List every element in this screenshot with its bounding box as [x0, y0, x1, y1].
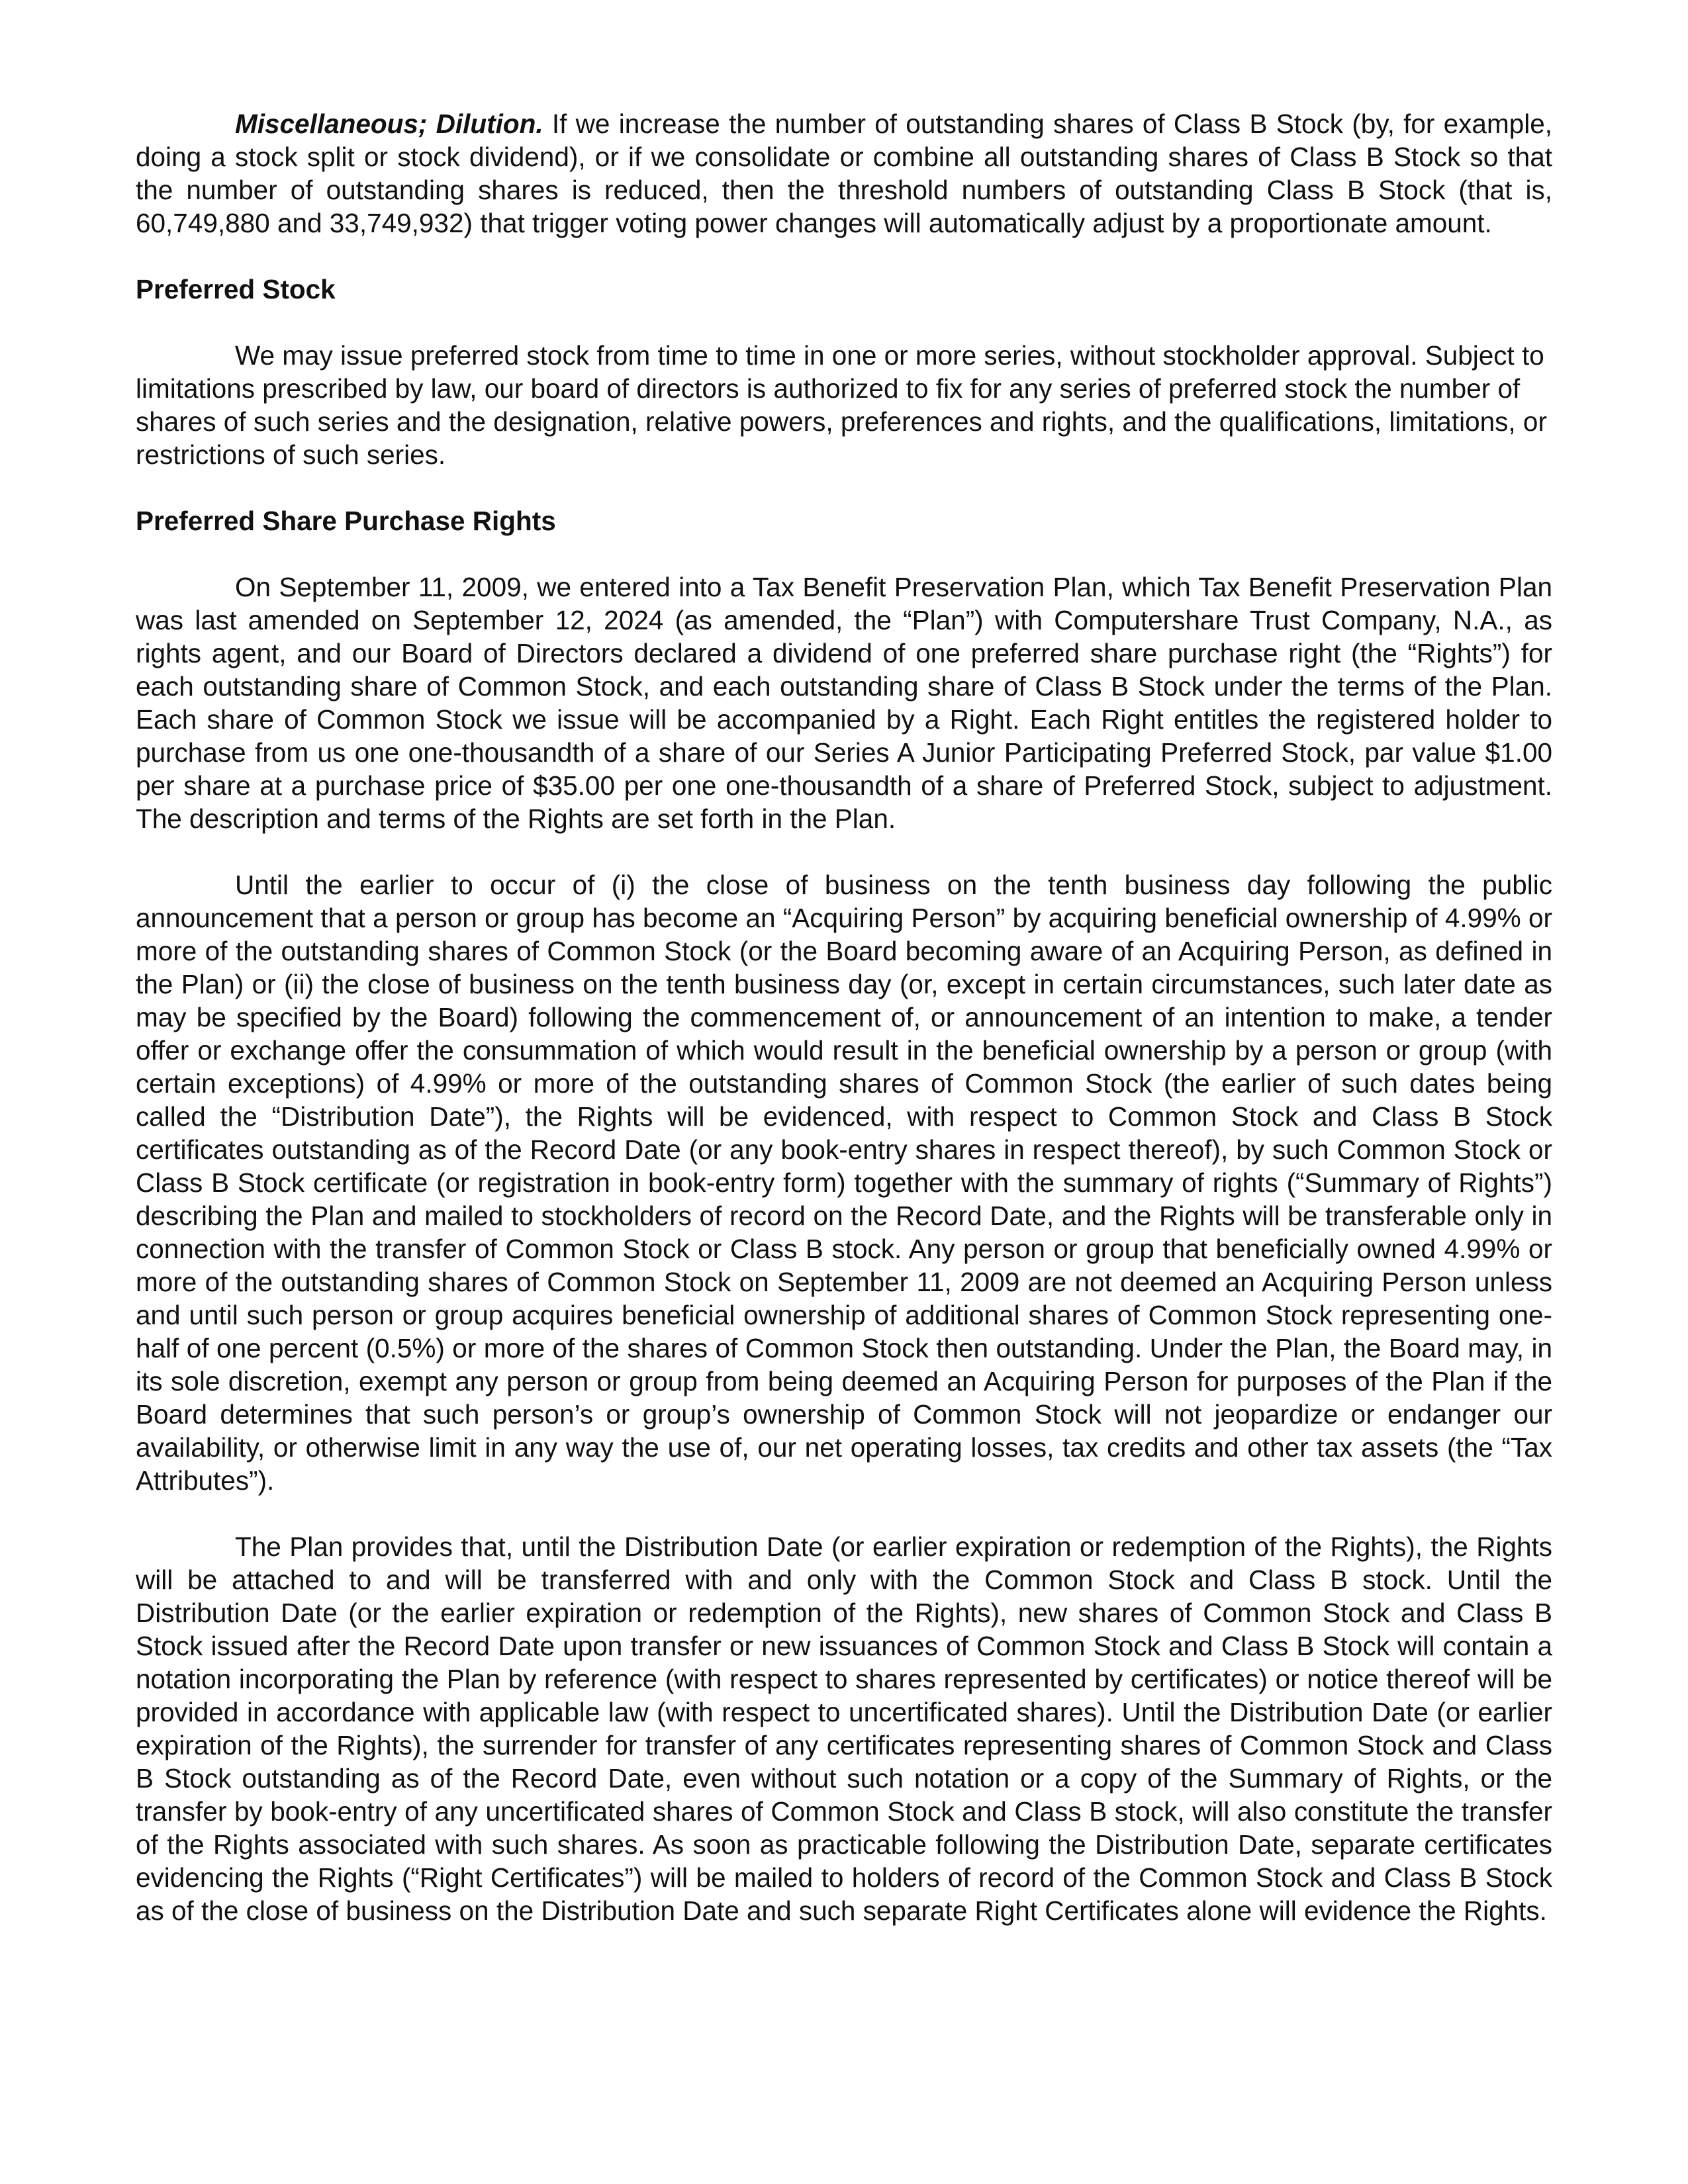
rights-paragraph-1: On September 11, 2009, we entered into a Tax Benefit Preservation Plan, which Tax Benefit Preservation Plan was last amended on September 12, 2024 (as amended, the “Plan”) with Computershare Trust Company, N.A., as rights agent, and our Board of Directors declared a dividend of one preferred share purchase right (the “Rights”) for each outstanding share of Common Stock, and each outstanding share of Class B Stock under the terms of the Plan. Each share of Common Stock we issue will be accompanied by a Right. Each Right entitles the registered holder to purchase from us one one-thousandth of a share of our Series A Junior Participating Preferred Stock, par value $1.00 per share at a purchase price of $35.00 per one one-thousandth of a share of Preferred Stock, subject to adjustment. The description and terms of the Rights are set forth in the Plan. — [136, 572, 1552, 834]
dilution-paragraph — [136, 107, 1552, 240]
rights-heading: Preferred Share Purchase Rights — [136, 506, 556, 536]
rights-paragraph-3: The Plan provides that, until the Distribution Date (or earlier expiration or redemption of the Rights), the Rights will be attached to and will be transferred with and only with the Common Stock and Class B stock. Until the Distribution Date (or the earlier expiration or redemption of the Rights), new shares of Common Stock and Class B Stock issued after the Record Date upon transfer or new issuances of Common Stock and Class B Stock will contain a notation incorporating the Plan by reference (with respect to shares represented by certificates) or notice thereof will be provided in accordance with applicable law (with respect to uncertificated shares). Until the Distribution Date (or earlier expiration of the Rights), the surrender for transfer of any certificates representing shares of Common Stock and Class B Stock outstanding as of the Record Date, even without such notation or a copy of the Summary of Rights, or the transfer by book-entry of any uncertificated shares of Common Stock and Class B stock, will also constitute the transfer of the Rights associated with such shares. As soon as practicable following the Distribution Date, separate certificates evidencing the Rights (“Right Certificates”) will be mailed to holders of record of the Common Stock and Class B Stock as of the close of business on the Distribution Date and such separate Right Certificates alone will evidence the Rights. — [136, 1531, 1552, 1926]
preferred-stock-heading: Preferred Stock — [136, 274, 336, 304]
preferred-stock-paragraph: We may issue preferred stock from time to time in one or more series, without stockholder approval. Subject to limitations prescribed by law, our board of directors is authorized to fix for any series of preferred stock the number of shares of such series and the designation, relative powers, preferences and rights, and the qualifications, limitations, or restrictions of such series. — [136, 340, 1547, 470]
dilution-text: If we increase the number of outstanding shares of Class B Stock (by, for example, doing a stock split or stock dividend), or if we consolidate or combine all outstanding shares of Class B Stock so that the number of outstanding shares is reduced, then the threshold numbers of outstanding Class B Stock (that is, 60,749,880 and 33,749,932) that trigger voting power changes will automatically adjust by a proportionate amount. — [136, 109, 1552, 238]
document-page — [136, 107, 1552, 1960]
dilution-lead-in: Miscellaneous; Dilution. — [235, 109, 543, 139]
rights-paragraph-2: Until the earlier to occur of (i) the close of business on the tenth business day following the public announcement that a person or group has become an “Acquiring Person” by acquiring beneficial ownership of 4.99% or more of the outstanding shares of Common Stock (or the Board becoming aware of an Acquiring Person, as defined in the Plan) or (ii) the close of business on the tenth business day (or, except in certain circumstances, such later date as may be specified by the Board) following the commencement of, or announcement of an intention to make, a tender offer or exchange offer the consummation of which would result in the beneficial ownership by a person or group (with certain exceptions) of 4.99% or more of the outstanding shares of Common Stock (the earlier of such dates being called the “Distribution Date”), the Rights will be evidenced, with respect to Common Stock and Class B Stock certificates outstanding as of the Record Date (or any book-entry shares in respect thereof), by such Common Stock or Class B Stock certificate (or registration in book-entry form) together with the summary of rights (“Summary of Rights”) describing the Plan and mailed to stockholders of record on the Record Date, and the Rights will be transferable only in connection with the transfer of Common Stock or Class B stock. Any person or group that beneficially owned 4.99% or more of the outstanding shares of Common Stock on September 11, 2009 are not deemed an Acquiring Person unless and until such person or group acquires beneficial ownership of additional shares of Common Stock representing one-half of one percent (0.5%) or more of the shares of Common Stock then outstanding. Under the Plan, the Board may, in its sole discretion, exempt any person or group from being deemed an Acquiring Person for purposes of the Plan if the Board determines that such person’s or group’s ownership of Common Stock will not jeopardize or endanger our availability, or otherwise limit in any way the use of, our net operating losses, tax credits and other tax assets (the “Tax Attributes”). — [136, 870, 1552, 1496]
